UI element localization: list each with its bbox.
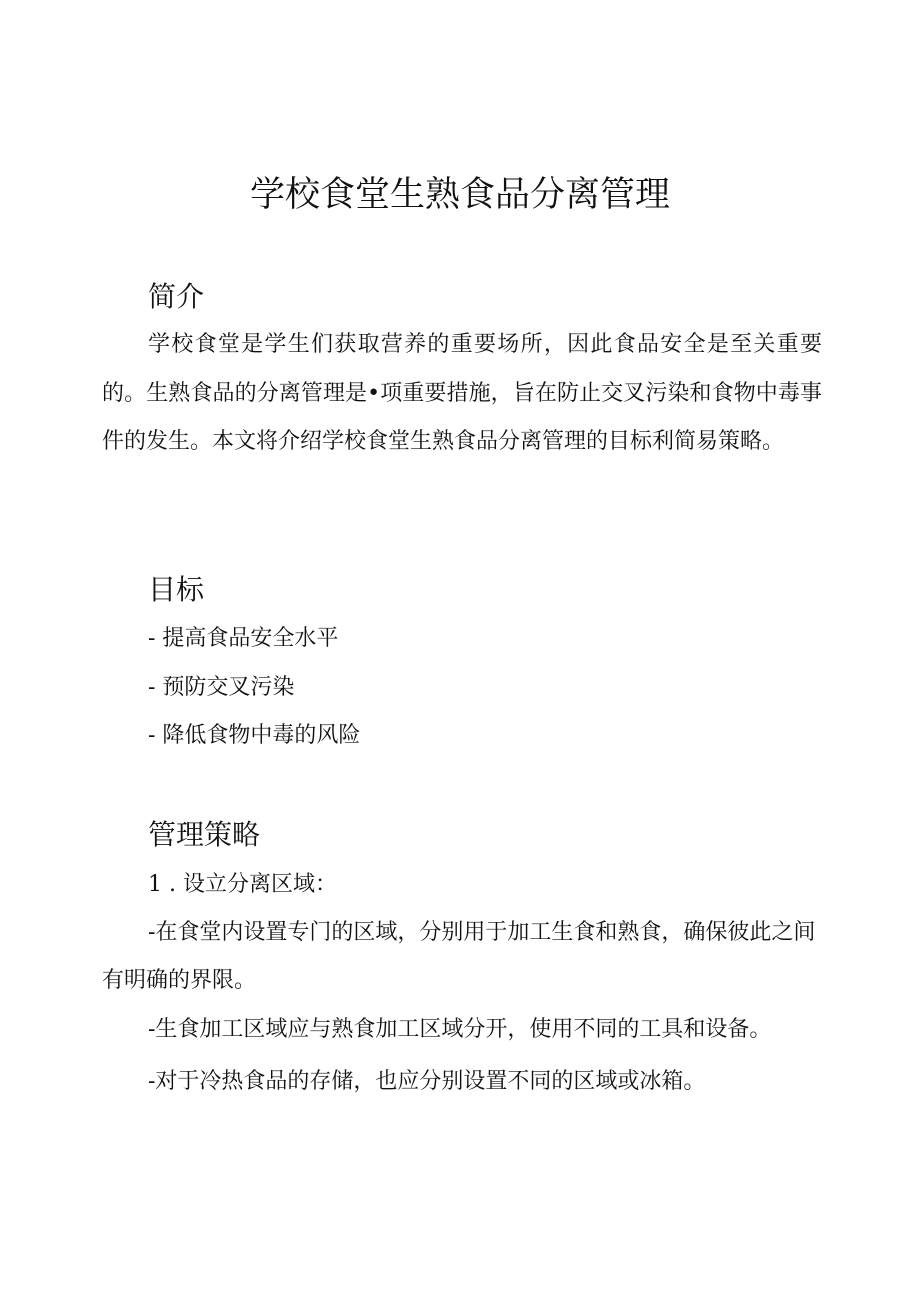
strategy-point: -生食加工区域应与熟食加工区域分开，使用不同的工具和设备。 <box>148 1017 772 1042</box>
strategy-step-title: 1 . 设立分离区域： <box>148 872 337 897</box>
section-heading-intro: 简介 <box>148 280 205 313</box>
document-title: 学校食堂生熟食品分离管理 <box>249 175 670 215</box>
goal-item: - 提高食品安全水平 <box>148 626 339 651</box>
section-heading-strategy: 管理策略 <box>148 818 261 851</box>
intro-paragraph: 学校食堂是学生们获取营养的重要场所，因此食品安全是至关重要的。生熟食品的分离管理是•项重要措施，旨在防止交叉污染和食物中毒事件的发生。本文将介绍学校食堂生熟食品分离管理的目标利简易策略。 <box>102 332 822 454</box>
goal-item: - 预防交叉污染 <box>148 675 295 700</box>
section-heading-goals: 目标 <box>148 573 205 606</box>
strategy-point: -对于冷热食品的存储，也应分别设置不同的区域或冰箱。 <box>148 1069 706 1094</box>
strategy-point: -在食堂内设置专门的区域，分别用于加工生食和熟食，确保彼此之间有明确的界限。 <box>102 920 816 993</box>
goal-item: - 降低食物中毒的风险 <box>148 723 361 748</box>
